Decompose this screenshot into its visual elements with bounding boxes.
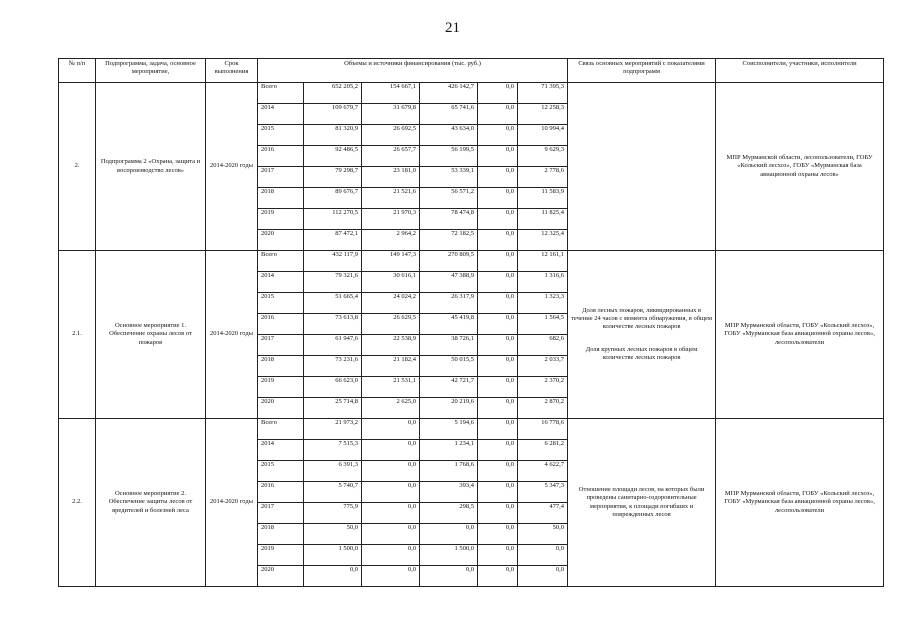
finance-value: 432 117,9 [304, 251, 362, 272]
finance-value: 73 613,8 [304, 314, 362, 335]
year-label: 2015 [258, 461, 304, 482]
finance-value: 78 474,8 [420, 209, 478, 230]
finance-value: 26 657,7 [362, 146, 420, 167]
finance-value: 0,0 [478, 314, 518, 335]
program-name: Основное мероприятие 2. Обеспечение защиты лесов от вредителей и болезней леса [96, 419, 206, 587]
year-label: 2017 [258, 167, 304, 188]
finance-value: 26 629,5 [362, 314, 420, 335]
finance-value: 0,0 [478, 251, 518, 272]
header-executors: Соисполнители, участники, исполнители [716, 59, 884, 83]
finance-value: 2 370,2 [518, 377, 568, 398]
finance-value: 87 472,1 [304, 230, 362, 251]
header-finance: Объемы и источники финансирования (тыс. руб.) [258, 59, 568, 83]
finance-value: 25 714,8 [304, 398, 362, 419]
finance-value: 81 320,9 [304, 125, 362, 146]
finance-value: 0,0 [478, 503, 518, 524]
finance-value: 43 634,0 [420, 125, 478, 146]
header-num: № п/п [59, 59, 96, 83]
finance-value: 1 500,0 [304, 545, 362, 566]
finance-value: 0,0 [478, 209, 518, 230]
finance-value: 0,0 [478, 398, 518, 419]
finance-value: 5 194,6 [420, 419, 478, 440]
year-label: Всего [258, 419, 304, 440]
finance-value: 1 234,1 [420, 440, 478, 461]
finance-value: 10 994,4 [518, 125, 568, 146]
finance-value: 0,0 [478, 524, 518, 545]
finance-value: 109 679,7 [304, 104, 362, 125]
year-label: 2018 [258, 524, 304, 545]
finance-value: 50,0 [304, 524, 362, 545]
financing-table [58, 58, 884, 587]
finance-value: 0,0 [304, 566, 362, 587]
header-term: Срок выполнения [206, 59, 258, 83]
finance-value: 0,0 [478, 356, 518, 377]
year-label: 2020 [258, 230, 304, 251]
finance-value: 2 625,0 [362, 398, 420, 419]
finance-value: 0,0 [478, 167, 518, 188]
term: 2014-2020 годы [206, 83, 258, 251]
executors: МПР Мурманской области, ГОБУ «Кольский лесхоз», ГОБУ «Мурманская база авиационной охраны лесов», лесопользователи [716, 419, 884, 587]
finance-value: 79 321,6 [304, 272, 362, 293]
year-label: 2014 [258, 104, 304, 125]
finance-value: 0,0 [478, 335, 518, 356]
finance-value: 0,0 [478, 293, 518, 314]
finance-value: 0,0 [362, 545, 420, 566]
header-program: Подпрограмма, задача, основное мероприятие, [96, 59, 206, 83]
finance-value: 21 182,4 [362, 356, 420, 377]
year-label: 2015 [258, 293, 304, 314]
finance-value: 0,0 [478, 482, 518, 503]
finance-value: 11 825,4 [518, 209, 568, 230]
finance-value: 20 219,6 [420, 398, 478, 419]
finance-value: 42 721,7 [420, 377, 478, 398]
finance-value: 5 347,3 [518, 482, 568, 503]
finance-value: 0,0 [478, 419, 518, 440]
finance-value: 51 665,4 [304, 293, 362, 314]
year-label: 2016 [258, 146, 304, 167]
finance-value: 682,6 [518, 335, 568, 356]
finance-value: 0,0 [478, 188, 518, 209]
finance-value: 11 583,9 [518, 188, 568, 209]
finance-value: 65 741,6 [420, 104, 478, 125]
row-number: 2. [59, 83, 96, 251]
finance-value: 73 231,6 [304, 356, 362, 377]
year-label: 2017 [258, 335, 304, 356]
finance-value: 26 317,9 [420, 293, 478, 314]
finance-value: 50 015,5 [420, 356, 478, 377]
finance-value: 0,0 [478, 230, 518, 251]
finance-value: 0,0 [478, 83, 518, 104]
finance-value: 154 667,1 [362, 83, 420, 104]
finance-value: 0,0 [478, 377, 518, 398]
finance-value: 1 768,6 [420, 461, 478, 482]
finance-value: 7 515,3 [304, 440, 362, 461]
finance-value: 21 521,6 [362, 188, 420, 209]
indicator-link-text: Отношение площади лесов, на которых были проведены санитарно-оздоровительные мероприятия, к площади погибших и поврежденных лесов [578, 486, 705, 518]
year-label: 2018 [258, 356, 304, 377]
finance-value: 270 809,5 [420, 251, 478, 272]
program-name: Основное мероприятие 1. Обеспечение охраны лесов от пожаров [96, 251, 206, 419]
finance-value: 0,0 [478, 461, 518, 482]
finance-value: 21 531,1 [362, 377, 420, 398]
finance-value: 71 395,3 [518, 83, 568, 104]
finance-value: 38 726,1 [420, 335, 478, 356]
year-label: 2014 [258, 272, 304, 293]
finance-value: 31 679,8 [362, 104, 420, 125]
finance-value: 72 182,5 [420, 230, 478, 251]
finance-value: 61 947,6 [304, 335, 362, 356]
year-label: 2015 [258, 125, 304, 146]
indicator-link-text: Доля крупных лесных пожаров в общем количестве лесных пожаров [585, 345, 698, 361]
finance-value: 393,4 [420, 482, 478, 503]
finance-value: 2 778,6 [518, 167, 568, 188]
finance-value: 56 199,5 [420, 146, 478, 167]
row-number: 2.2. [59, 419, 96, 587]
finance-value: 2 870,2 [518, 398, 568, 419]
finance-value: 0,0 [478, 566, 518, 587]
finance-value: 0,0 [362, 566, 420, 587]
term: 2014-2020 годы [206, 251, 258, 419]
indicator-links [568, 83, 716, 251]
table-body [59, 83, 884, 587]
finance-value: 775,9 [304, 503, 362, 524]
finance-value: 0,0 [478, 104, 518, 125]
finance-value: 21 973,2 [304, 419, 362, 440]
finance-value: 298,5 [420, 503, 478, 524]
program-name: Подпрограмма 2 «Охрана, защита и воспроизводство лесов» [96, 83, 206, 251]
executors: МПР Мурманской области, лесопользователи, ГОБУ «Кольский лесхоз», ГОБУ «Мурманская база авиационной охраны лесов» [716, 83, 884, 251]
finance-value: 92 486,5 [304, 146, 362, 167]
finance-value: 12 258,3 [518, 104, 568, 125]
table-header-row [59, 59, 884, 83]
finance-value: 12 161,1 [518, 251, 568, 272]
page-number: 21 [445, 20, 460, 36]
term: 2014-2020 годы [206, 419, 258, 587]
finance-value: 16 778,6 [518, 419, 568, 440]
finance-value: 1 500,0 [420, 545, 478, 566]
header-links: Связь основных мероприятий с показателями подпрограмм [568, 59, 716, 83]
year-label: 2020 [258, 566, 304, 587]
year-label: 2016 [258, 482, 304, 503]
finance-value: 0,0 [478, 545, 518, 566]
year-label: 2019 [258, 209, 304, 230]
finance-value: 1 323,3 [518, 293, 568, 314]
table-row [59, 251, 884, 272]
finance-value: 0,0 [518, 566, 568, 587]
finance-value: 23 181,0 [362, 167, 420, 188]
year-label: 2020 [258, 398, 304, 419]
finance-value: 22 538,9 [362, 335, 420, 356]
finance-value: 1 564,5 [518, 314, 568, 335]
finance-value: 6 281,2 [518, 440, 568, 461]
finance-value: 45 419,8 [420, 314, 478, 335]
finance-value: 21 970,3 [362, 209, 420, 230]
finance-value: 24 024,2 [362, 293, 420, 314]
table-row [59, 419, 884, 440]
finance-value: 1 316,6 [518, 272, 568, 293]
row-number: 2.1. [59, 251, 96, 419]
finance-value: 2 033,7 [518, 356, 568, 377]
finance-value: 79 298,7 [304, 167, 362, 188]
finance-value: 0,0 [362, 461, 420, 482]
finance-value: 149 147,3 [362, 251, 420, 272]
finance-value: 56 571,2 [420, 188, 478, 209]
indicator-links [568, 419, 716, 587]
finance-value: 50,0 [518, 524, 568, 545]
finance-value: 5 740,7 [304, 482, 362, 503]
finance-value: 4 622,7 [518, 461, 568, 482]
year-label: 2017 [258, 503, 304, 524]
finance-value: 6 391,3 [304, 461, 362, 482]
finance-value: 0,0 [478, 146, 518, 167]
year-label: 2014 [258, 440, 304, 461]
executors: МПР Мурманской области, ГОБУ «Кольский лесхоз», ГОБУ «Мурманская база авиационной охраны лесов», лесопользователи [716, 251, 884, 419]
finance-value: 0,0 [478, 125, 518, 146]
finance-value: 112 270,5 [304, 209, 362, 230]
year-label: 2018 [258, 188, 304, 209]
finance-value: 0,0 [518, 545, 568, 566]
year-label: 2019 [258, 545, 304, 566]
indicator-links [568, 251, 716, 419]
year-label: Всего [258, 251, 304, 272]
indicator-link-text: Доля лесных пожаров, ликвидированных в течение 24 часов с момента обнаружения, в общем количестве лесных пожаров [571, 307, 713, 331]
finance-value: 477,4 [518, 503, 568, 524]
finance-value: 652 205,2 [304, 83, 362, 104]
finance-value: 89 676,7 [304, 188, 362, 209]
finance-value: 0,0 [362, 440, 420, 461]
finance-value: 0,0 [362, 419, 420, 440]
finance-value: 426 142,7 [420, 83, 478, 104]
year-label: 2016 [258, 314, 304, 335]
finance-value: 0,0 [478, 272, 518, 293]
year-label: Всего [258, 83, 304, 104]
finance-value: 0,0 [478, 440, 518, 461]
finance-value: 0,0 [362, 503, 420, 524]
finance-value: 66 623,0 [304, 377, 362, 398]
finance-value: 0,0 [362, 482, 420, 503]
finance-value: 9 629,3 [518, 146, 568, 167]
finance-value: 0,0 [420, 524, 478, 545]
finance-value: 0,0 [362, 524, 420, 545]
finance-value: 0,0 [420, 566, 478, 587]
finance-value: 12 325,4 [518, 230, 568, 251]
finance-value: 30 616,1 [362, 272, 420, 293]
finance-value: 26 692,5 [362, 125, 420, 146]
finance-value: 2 964,2 [362, 230, 420, 251]
finance-value: 47 388,9 [420, 272, 478, 293]
finance-value: 53 339,1 [420, 167, 478, 188]
table-row [59, 83, 884, 104]
year-label: 2019 [258, 377, 304, 398]
